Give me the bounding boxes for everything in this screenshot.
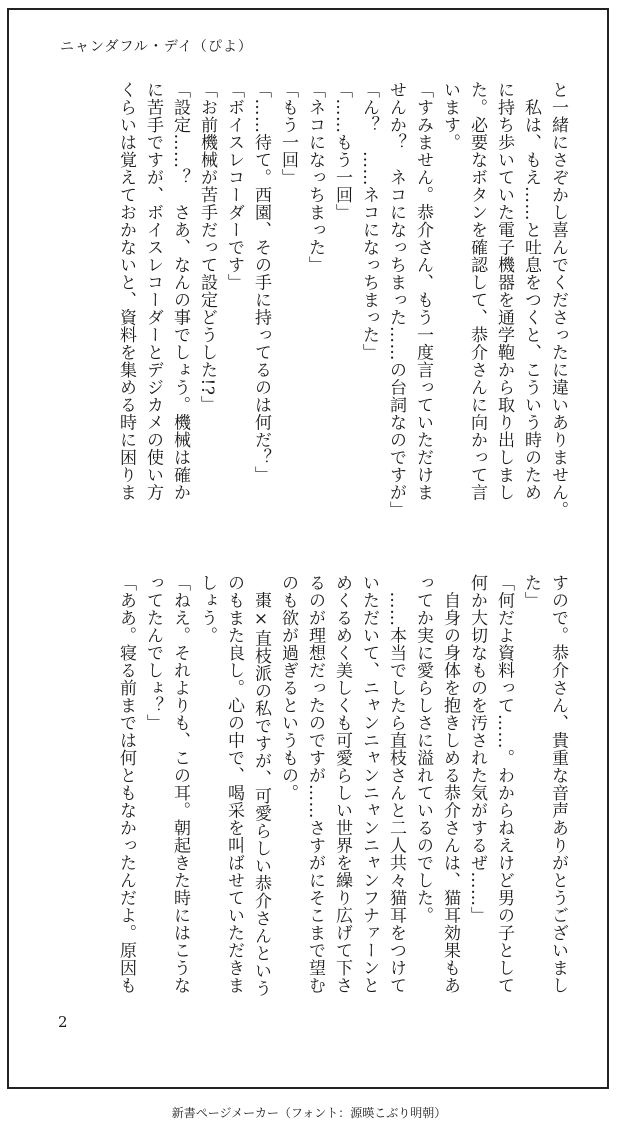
text-column: と一緒にさぞかし喜んでくださったに違いありません。	[548, 81, 568, 519]
text-column: ってたんでしょ？」	[143, 574, 163, 732]
text-column: た」	[521, 574, 541, 609]
text-column: います。	[440, 81, 460, 151]
text-column: ……本当でしたら直枝さんと二人共々猫耳をつけて	[386, 574, 406, 994]
text-column: のも欲が過ぎるというもの。	[278, 574, 298, 802]
text-column: 棗×直枝派の私ですが、可愛らしい恭介さんという	[251, 574, 271, 997]
page-number: 2	[58, 1013, 68, 1031]
footer-caption: 新書ページメーカー（フォント：源暎こぶり明朝）	[171, 1106, 447, 1120]
text-column: 「もう一回」	[278, 81, 298, 186]
text-column: 「ボイスレコーダーです」	[224, 81, 244, 291]
text-column: に持ち歩いていた電子機器を通学鞄から取り出しまし	[494, 81, 514, 501]
text-column: 「お前機械が苦手だって設定どうした!?」	[197, 81, 217, 413]
text-column: のもまた良し。心の中で、喝采を叫ばせていただきま	[224, 574, 244, 994]
text-column: 「ネコになっちまった」	[305, 81, 325, 274]
text-column: 「すみません。恭介さん、もう一度言っていただけま	[413, 81, 433, 501]
text-column: すので。恭介さん、貴重な音声ありがとうございまし	[548, 574, 568, 994]
text-column: しょう。	[197, 574, 217, 644]
text-column: めくるめく美しくも可愛らしい世界を繰り広げて下さ	[332, 574, 352, 994]
text-column: た。必要なボタンを確認して、恭介さんに向かって言	[467, 81, 487, 501]
upper-text-block	[112, 81, 571, 531]
text-column: 「設定……？ さあ、なんの事でしょう。機械は確か	[170, 81, 190, 501]
text-column: 「……待て。西園、その手に持ってるのは何だ？」	[251, 81, 271, 484]
text-column: 「ん？ ……ネコになっちまった」	[359, 81, 379, 361]
text-column: ってか実に愛らしさに溢れているのでした。	[413, 574, 433, 924]
text-column: るのが理想だったのですが……さすがにそこまで望む	[305, 574, 325, 994]
text-column: 何か大切なものを汚された気がするぜ……」	[467, 574, 487, 924]
text-column: 「ねえ。それよりも、この耳。朝起きた時にはこうな	[170, 574, 190, 994]
running-head: ニャンダフル・デイ（ぴよ）	[60, 39, 253, 55]
text-column: 自身の身体を抱きしめる恭介さんは、猫耳効果もあ	[440, 574, 460, 994]
text-column: 「……もう一回」	[332, 81, 352, 221]
lower-text-block	[112, 574, 571, 1004]
text-column: いただいて、ニャンニャンニャンニャンフナァーンと	[359, 574, 379, 994]
text-column: せんか？ ネコになっちまった……の台詞なのですが」	[386, 81, 406, 519]
text-column: 「何だよ資料って……。わからねえけど男の子として	[494, 574, 514, 994]
text-column: くらいは覚えておかないと、資料を集める時に困りま	[116, 81, 136, 501]
text-column: 私は、もえ……と吐息をつくと、こういう時のため	[521, 81, 541, 501]
text-column: 「ああ。寝る前までは何ともなかったんだよ。原因も	[116, 574, 136, 994]
text-column: に苦手ですが、ボイスレコーダーとデジカメの使い方	[143, 81, 163, 501]
